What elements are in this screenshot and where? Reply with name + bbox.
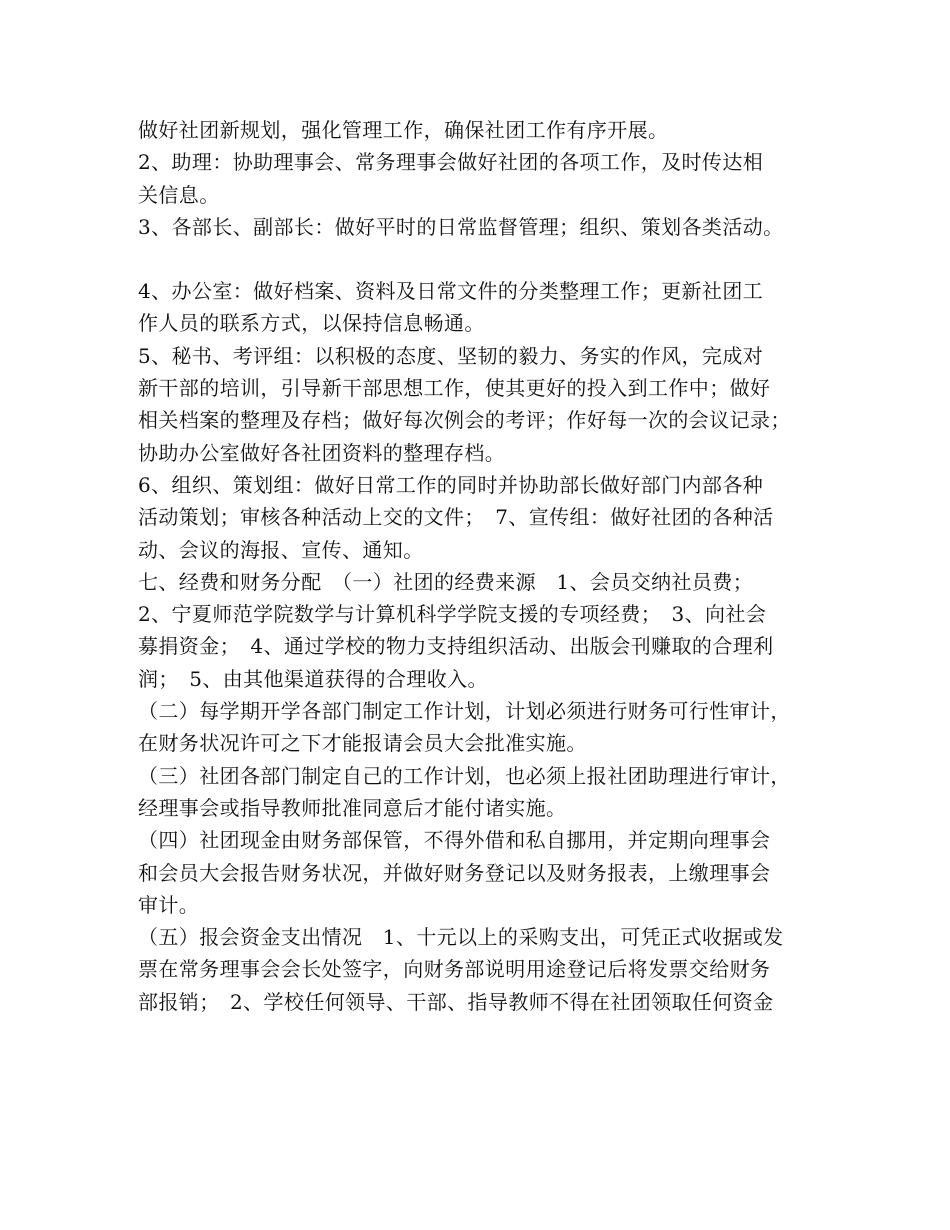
text-line: 票在常务理事会会长处签字，向财务部说明用途登记后将发票交给财务 xyxy=(138,957,771,982)
text-line: 活动策划；审核各种活动上交的文件； 7、宣传组：做好社团的各种活 xyxy=(138,505,774,530)
text-line: 在财务状况许可之下才能报请会员大会批准实施。 xyxy=(138,731,587,756)
text-line: 4、办公室：做好档案、资料及日常文件的分类整理工作；更新社团工 xyxy=(138,279,764,304)
text-line: 3、各部长、副部长：做好平时的日常监督管理；组织、策划各类活动。 xyxy=(138,214,784,239)
text-line: 协助办公室做好各社团资料的整理存档。 xyxy=(138,440,506,465)
text-line: 相关档案的整理及存档；做好每次例会的考评；作好每一次的会议记录； xyxy=(138,408,791,433)
text-line: 作人员的联系方式，以保持信息畅通。 xyxy=(138,311,485,336)
text-line: 5、秘书、考评组：以积极的态度、坚韧的毅力、务实的作风，完成对 xyxy=(138,343,764,368)
text-line: 动、会议的海报、宣传、通知。 xyxy=(138,537,424,562)
text-line: 2、宁夏师范学院数学与计算机科学学院支援的专项经费； 3、向社会 xyxy=(138,602,767,627)
text-line: 做好社团新规划，强化管理工作，确保社团工作有序开展。 xyxy=(138,118,669,142)
text-line: 和会员大会报告财务状况，并做好财务登记以及财务报表，上缴理事会 xyxy=(138,860,771,885)
text-line: 润； 5、由其他渠道获得的合理收入。 xyxy=(138,666,488,691)
text-line: 七、经费和财务分配 （一）社团的经费来源 1、会员交纳社员费； xyxy=(138,569,754,594)
blank-line xyxy=(138,243,838,275)
text-line: 经理事会或指导教师批准同意后才能付诸实施。 xyxy=(138,795,567,820)
text-line: （三）社团各部门制定自己的工作计划，也必须上报社团助理进行审计， xyxy=(138,763,791,788)
text-line: 新干部的培训，引导新干部思想工作，使其更好的投入到工作中；做好 xyxy=(138,376,771,401)
text-line: 2、助理：协助理事会、常务理事会做好社团的各项工作，及时传达相 xyxy=(138,150,764,175)
text-line: （五）报会资金支出情况 1、十元以上的采购支出，可凭正式收据或发 xyxy=(138,925,784,950)
text-line: 审计。 xyxy=(138,892,200,917)
text-line: 6、组织、策划组：做好日常工作的同时并协助部长做好部门内部各种 xyxy=(138,472,764,497)
text-line: （四）社团现金由财务部保管，不得外借和私自挪用，并定期向理事会 xyxy=(138,828,771,853)
text-line: 关信息。 xyxy=(138,182,220,207)
document-body xyxy=(138,114,838,1018)
text-line: 募捐资金； 4、通过学校的物力支持组织活动、出版会刊赚取的合理利 xyxy=(138,634,774,659)
text-line: （二）每学期开学各部门制定工作计划，计划必须进行财务可行性审计， xyxy=(138,699,791,724)
text-line: 部报销； 2、学校任何领导、干部、指导教师不得在社团领取任何资金 xyxy=(138,989,774,1014)
